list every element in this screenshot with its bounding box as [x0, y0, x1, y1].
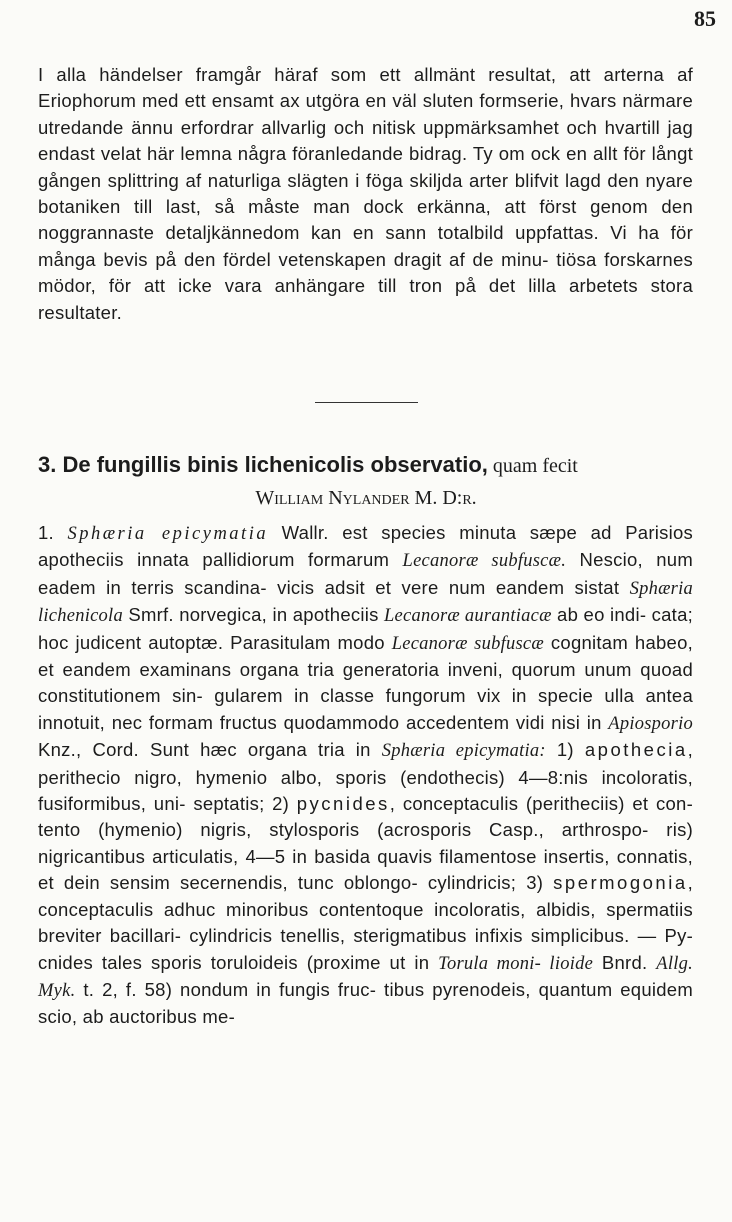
- section-divider: [315, 402, 418, 403]
- text-run: ab eo indi- cata; hoc judicent autoptæ. Parasitulam modo: [38, 604, 693, 653]
- section-heading-tail: quam fecit: [487, 455, 578, 477]
- organ-term: apothecia: [584, 739, 688, 761]
- species-name: Sphæria epicymatia: [67, 524, 269, 544]
- text-run: , conceptaculis adhuc minoribus contentoque incoloratis, albidis, spermatiis breviter bacillari- cylindricis tenellis, sterigmatibus infixis simplicibus. — Py- cnides tales sporis toruloideis (proxime ut in: [38, 872, 693, 973]
- page-number: 85: [694, 6, 716, 31]
- citation-title: Allg. Myk.: [38, 953, 693, 1001]
- text-run: Smrf. norvegica, in apotheciis: [122, 604, 384, 626]
- organ-term: spermogonia: [553, 872, 688, 894]
- text-run: Bnrd.: [593, 951, 657, 973]
- species-name: Sphæria epicymatia:: [381, 741, 546, 762]
- text-run: Knz., Cord. Sunt hæc organa tria in: [38, 739, 382, 761]
- species-name: Torula moni- lioide: [438, 953, 594, 974]
- section-heading: [38, 451, 728, 480]
- text-run: 1.: [38, 522, 68, 543]
- species-name: Lecanoræ subfuscæ: [391, 633, 544, 654]
- section-author: William Nylander M. D:r.: [255, 487, 477, 509]
- text-run: Nescio, num eadem in terris scandina- vicis adsit et vere num eandem sistat: [38, 549, 694, 598]
- swedish-paragraph: I alla händelser framgår häraf som ett allmänt resultat, att arterna af Eriophorum med ett ensamt ax utgöra en väl sluten formserie, hvars närmare utredande ännu erfordrar allvarlig och nitisk uppmärksamhet och hvartill jag endast velat här lemna några föranledande bidrag. Ty om ock en allt för långt gången splittring af naturliga slägten i föga skiljda arter blifvit lagd den nyare botaniken till last, så måste man dock erkänna, att först genom den noggrannaste detaljkännedom kan en sann totalbild uppfattas. Vi ha för många bevis på den fördel vetenskapen dragit af de minu- tiösa forskarnes mödor, för att icke vara anhängare till tron på det lilla arbetets stora resultater.: [38, 64, 693, 323]
- text-run: 1): [545, 739, 585, 761]
- text-run: Wallr. est species minuta sæpe ad Parisios apotheciis innata pallidiorum formarum: [38, 522, 693, 571]
- organ-term: pycnides: [296, 793, 390, 815]
- section-heading-title: 3. De fungillis binis lichenicolis observatio,: [38, 452, 488, 477]
- text-run: , perithecio nigro, hymenio albo, sporis (endothecis) 4—8:nis incoloratis, fusiformibus, uni- septatis; 2): [38, 739, 693, 815]
- genus-name: Apiosporio: [608, 713, 693, 734]
- text-run: t. 2, f. 58) nondum in fungis fruc- tibus pyrenodeis, quantum equidem scio, ab auctoribus me-: [38, 978, 693, 1028]
- text-run: , conceptaculis (peritheciis) et con- tento (hymenio) nigris, stylosporis (acrosporis Casp., arthrospo- ris) nigricantibus articulatis, 4—5 in basida quavis filamentose insertis, connatis, et dein sensim secernendis, tunc oblongo- cylindricis; 3): [38, 793, 693, 894]
- text-run: cognitam habeo, et eandem examinans organa tria generatoria inveni, quorum unum quoad constitutionem sin- gularem in classe fungorum vix in specie ulla antea innotuit, nec formam fructus quodammodo accedentem vidi nisi in: [38, 631, 693, 733]
- species-name: Lecanoræ aurantiacæ: [383, 606, 552, 627]
- latin-paragraph: [38, 520, 693, 1031]
- species-name: Sphæria lichenicola: [38, 578, 693, 627]
- species-name: Lecanoræ subfuscæ.: [402, 551, 567, 572]
